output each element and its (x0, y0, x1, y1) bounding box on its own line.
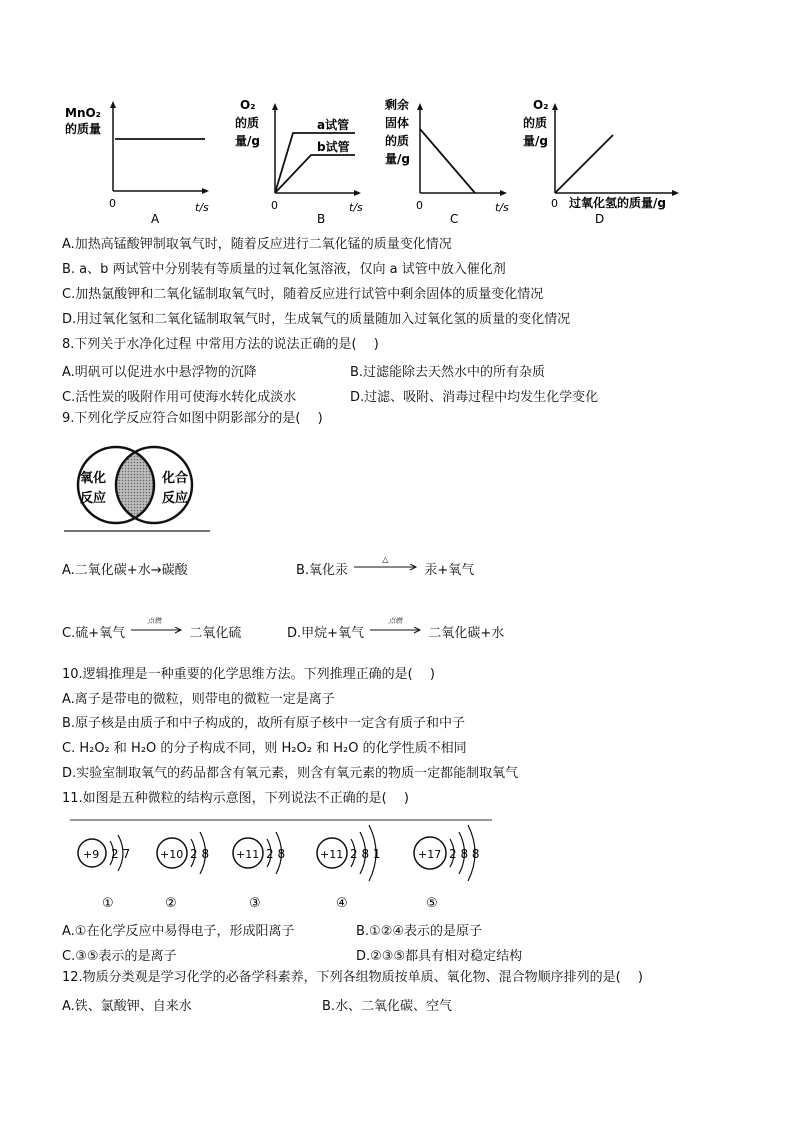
q12-stem: 12.物质分类观是学习化学的必备学科素养，下列各组物质按单质、氧化物、混合物顺序排列的是( ) (62, 970, 643, 985)
particle-2-label: ② (165, 896, 177, 911)
q9-option-d-product: 二氧化碳+水 (428, 626, 505, 641)
graph-c-xlabel: t/s (495, 201, 509, 214)
graph-c-origin: 0 (416, 199, 423, 212)
particle-3 (233, 832, 285, 911)
q9-option-c-product: 二氧化硫 (189, 626, 242, 641)
graph-a (65, 101, 209, 226)
particle-1-label: ① (102, 896, 114, 911)
graph-b-letter: B (317, 212, 326, 226)
q9-option-b (296, 554, 475, 578)
q11-option-c: C.③⑤表示的是离子 (62, 949, 177, 964)
venn-left-label-1: 氧化 (80, 471, 107, 486)
q8-option-c: C.活性炭的吸附作用可使海水转化成淡水 (62, 390, 297, 405)
graph-b (235, 98, 363, 226)
graph-b-curve-b (275, 155, 355, 193)
q10-option-a: A.离子是带电的微粒，则带电的微粒一定是离子 (62, 692, 335, 707)
graph-a-ylabel-2: 的质量 (65, 122, 102, 136)
q8-option-a: A.明矾可以促进水中悬浮物的沉降 (62, 365, 257, 380)
condition-ignite: 点燃 (147, 616, 162, 625)
reaction-arrow-ignite (129, 616, 185, 641)
atom-structure-diagrams (62, 815, 502, 915)
particle-3-label: ③ (249, 896, 261, 911)
graph-d-origin: 0 (551, 197, 558, 210)
q9-option-c-reactant: C.硫+氧气 (62, 626, 126, 641)
venn-right-label-2: 反应 (162, 491, 189, 506)
graph-b-origin: 0 (271, 199, 278, 212)
particle-4 (317, 825, 381, 911)
q12-option-a: A.铁、氯酸钾、自来水 (62, 999, 192, 1014)
q8-option-b: B.过滤能除去天然水中的所有杂质 (350, 365, 546, 380)
q9-option-d (287, 616, 505, 641)
reaction-arrow-heat (352, 554, 420, 578)
particle-2-nucleus: +10 (160, 848, 184, 861)
particle-1 (78, 835, 130, 911)
graph-b-ylabel-2: 的质 (235, 116, 260, 130)
graph-a-xlabel: t/s (195, 201, 209, 214)
graph-a-letter: A (151, 212, 160, 226)
q9-option-c (62, 616, 242, 641)
graph-d-letter: D (595, 212, 605, 226)
q10-stem: 10.逻辑推理是一种重要的化学思维方法。下列推理正确的是( ) (62, 667, 435, 682)
graph-d-ylabel-1: O₂ (533, 98, 549, 112)
q7-option-b: B. a、b 两试管中分别装有等质量的过氧化氢溶液，仅向 a 试管中放入催化剂 (62, 262, 506, 277)
q12-option-b: B.水、二氧化碳、空气 (322, 999, 453, 1014)
condition-heat: △ (382, 554, 389, 564)
q11-stem: 11.如图是五种微粒的结构示意图，下列说法不正确的是( ) (62, 791, 409, 806)
q7-option-c: C.加热氯酸钾和二氧化锰制取氧气时，随着反应进行试管中剩余固体的质量变化情况 (62, 287, 544, 302)
particle-4-nucleus: +11 (320, 848, 344, 861)
particle-5 (414, 825, 480, 911)
graph-d-ylabel-3: 量/g (523, 134, 548, 148)
q11-option-a: A.①在化学反应中易得电子，形成阳离子 (62, 924, 295, 939)
q8-option-d: D.过滤、吸附、消毒过程中均发生化学变化 (350, 390, 599, 405)
graph-c-ylabel-2: 固体 (385, 116, 410, 130)
graph-b-ylabel-3: 量/g (235, 134, 260, 148)
particle-3-electrons: 2 8 (266, 847, 286, 861)
condition-ignite-2: 点燃 (388, 616, 403, 625)
graph-d-ylabel-2: 的质 (523, 116, 548, 130)
graph-b-xlabel: t/s (349, 201, 363, 214)
q9-option-d-reactant: D.甲烷+氧气 (287, 626, 365, 641)
particle-5-nucleus: +17 (418, 848, 442, 861)
graph-d-curve (555, 135, 613, 193)
q11-option-d: D.②③⑤都具有相对稳定结构 (356, 949, 523, 964)
particle-1-nucleus: +9 (83, 848, 100, 861)
graph-c-curve (420, 129, 475, 193)
graph-a-origin: 0 (109, 197, 116, 210)
graph-d (523, 98, 679, 226)
particle-4-electrons: 2 8 1 (350, 847, 381, 861)
reaction-arrow-ignite-2 (368, 616, 424, 641)
graph-c-ylabel-4: 量/g (385, 152, 410, 166)
graph-c-ylabel-3: 的质 (385, 134, 410, 148)
graph-b-ylabel-1: O₂ (240, 98, 256, 112)
particle-1-electrons: 2 7 (111, 847, 131, 861)
particle-5-label: ⑤ (426, 896, 438, 911)
graphs-figure (55, 95, 695, 230)
q7-option-a: A.加热高锰酸钾制取氧气时，随着反应进行二氧化锰的质量变化情况 (62, 237, 452, 252)
q10-option-d: D.实验室制取氧气的药品都含有氧元素，则含有氧元素的物质一定都能制取氧气 (62, 766, 519, 781)
graph-d-xlabel: 过氧化氢的质量/g (569, 196, 666, 210)
venn-left-label-2: 反应 (80, 491, 107, 506)
q9-stem: 9.下列化学反应符合如图中阴影部分的是( ) (62, 411, 323, 426)
particle-4-label: ④ (336, 896, 348, 911)
particle-2 (157, 832, 209, 911)
graph-c-ylabel-1: 剩余 (385, 98, 410, 112)
graph-b-label-a: a试管 (317, 118, 350, 132)
q11-option-b: B.①②④表示的是原子 (356, 924, 483, 939)
q10-option-c: C. H₂O₂ 和 H₂O 的分子构成不同，则 H₂O₂ 和 H₂O 的化学性质不相同 (62, 741, 467, 756)
q10-option-b: B.原子核是由质子和中子构成的，故所有原子核中一定含有质子和中子 (62, 716, 466, 731)
venn-right-label-1: 化合 (162, 471, 189, 486)
q9-option-b-reactant: B.氧化汞 (296, 563, 349, 578)
q8-stem: 8.下列关于水净化过程 中常用方法的说法正确的是( ) (62, 337, 379, 352)
q7-option-d: D.用过氧化氢和二氧化锰制取氧气时，生成氧气的质量随加入过氧化氢的质量的变化情况 (62, 312, 571, 327)
graph-a-ylabel-1: MnO₂ (65, 106, 101, 120)
particle-3-nucleus: +11 (236, 848, 260, 861)
q9-option-a: A.二氧化碳+水→碳酸 (62, 563, 188, 578)
particle-5-electrons: 2 8 8 (449, 847, 480, 861)
q9-option-b-product: 汞+氧气 (424, 563, 475, 578)
venn-diagram (64, 440, 210, 532)
graph-c-letter: C (450, 212, 459, 226)
graph-c (385, 97, 509, 226)
particle-2-electrons: 2 8 (190, 847, 210, 861)
graph-b-label-b: b试管 (317, 140, 350, 154)
